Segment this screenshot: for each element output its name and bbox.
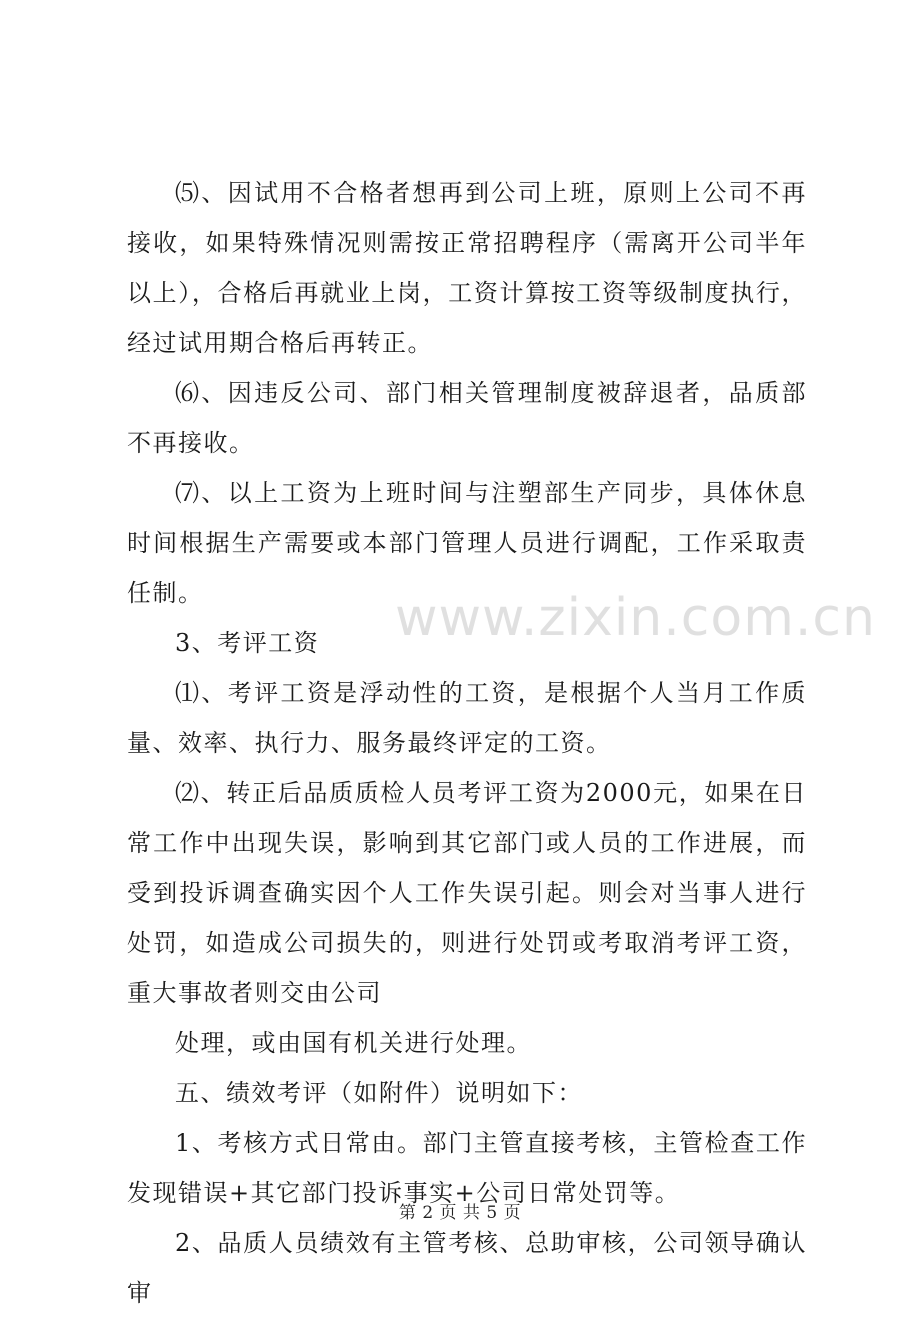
page-number-footer: 第 2 页 共 5 页 <box>398 1203 522 1223</box>
paragraph-appraisal-1: ⑴、考评工资是浮动性的工资，是根据个人当月工作质量、效率、执行力、服务最终评定的工资。 <box>127 679 807 757</box>
document-body <box>127 168 807 1318</box>
section-heading-performance: 五、绩效考评（如附件）说明如下： <box>175 1079 583 1107</box>
paragraph-performance-2: 2、品质人员绩效有主管考核、总助审核，公司领导确认审 <box>127 1229 807 1307</box>
paragraph-item-5: ⑸、因试用不合格者想再到公司上班，原则上公司不再接收，如果特殊情况则需按正常招聘程序（需离开公司半年以上），合格后再就业上岗，工资计算按工资等级制度执行，经过试用期合格后再转正。 <box>127 179 807 357</box>
section-heading-appraisal-wage: 3、考评工资 <box>175 629 320 657</box>
paragraph-item-7: ⑺、以上工资为上班时间与注塑部生产同步，具体休息时间根据生产需要或本部门管理人员进行调配，工作采取责任制。 <box>127 479 807 607</box>
paragraph-appraisal-2: ⑵、转正后品质质检人员考评工资为2000元，如果在日常工作中出现失误，影响到其它部门或人员的工作进展，而受到投诉调查确实因个人工作失误引起。则会对当事人进行处罚，如造成公司损失的，则进行处罚或考取消考评工资，重大事故者则交由公司 <box>127 779 807 1007</box>
paragraph-item-6: ⑹、因违反公司、部门相关管理制度被辞退者，品质部不再接收。 <box>127 379 807 457</box>
paragraph-performance-1: 1、考核方式日常由。部门主管直接考核，主管检查工作发现错误+其它部门投诉事实+公司日常处罚等。 <box>127 1129 807 1207</box>
paragraph-appraisal-2-continued: 处理，或由国有机关进行处理。 <box>175 1029 532 1057</box>
watermark-text: www.zixin.com.cn <box>395 588 876 648</box>
